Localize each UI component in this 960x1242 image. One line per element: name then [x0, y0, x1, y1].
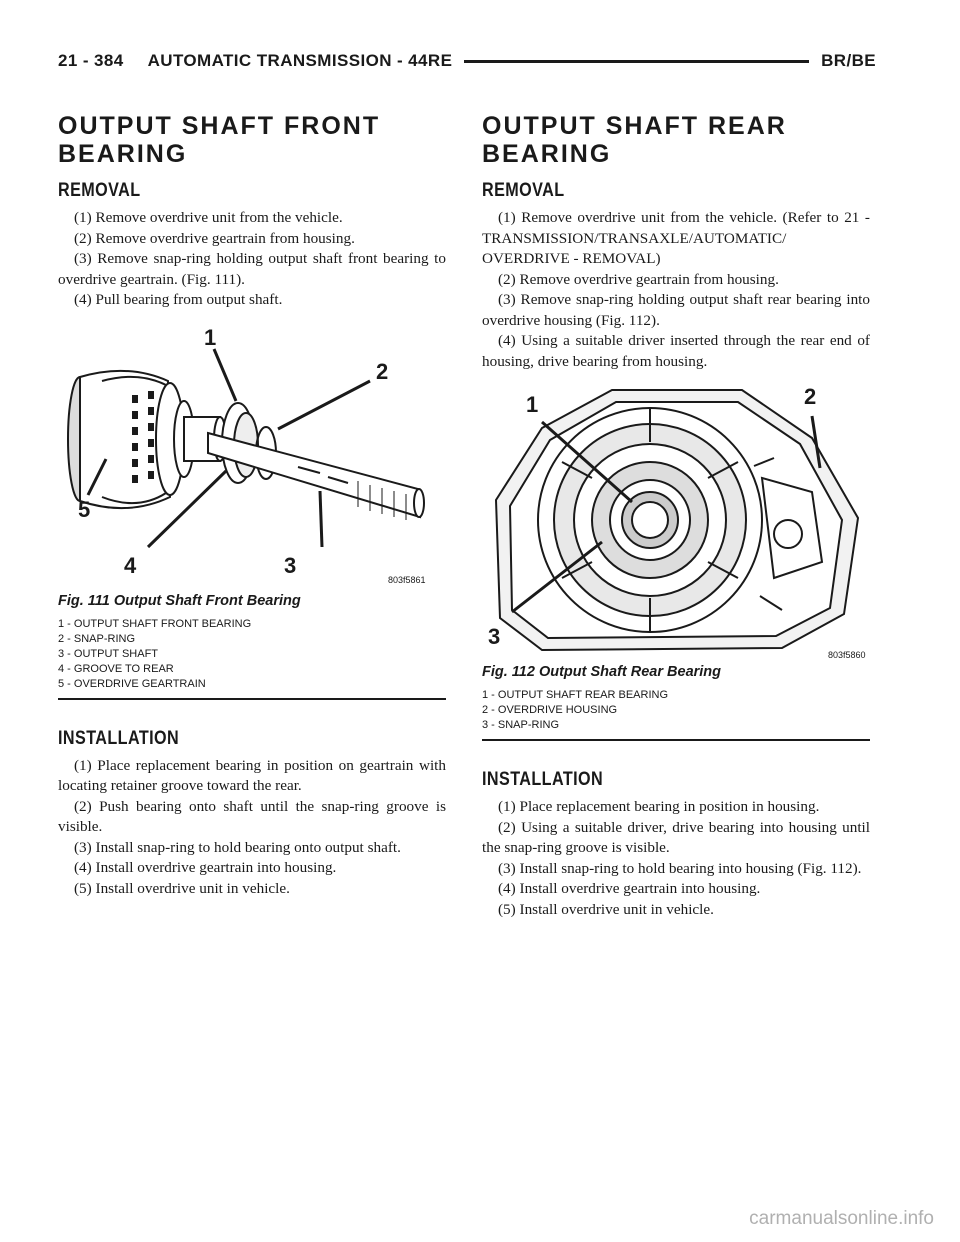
callout-1: 1: [204, 324, 217, 350]
removal-step: (3) Remove snap-ring holding output shaft front bearing to overdrive geartrain. (Fig. 111).: [58, 250, 446, 288]
legend-item: 2 - OVERDRIVE HOUSING: [482, 704, 618, 716]
callout-5: 5: [78, 496, 91, 522]
figure-caption: Fig. 112 Output Shaft Rear Bearing: [482, 664, 722, 680]
installation-step: (5) Install overdrive unit in vehicle.: [74, 879, 290, 897]
figure-code: 803f5861: [388, 574, 426, 585]
legend-item: 5 - OVERDRIVE GEARTRAIN: [58, 677, 206, 690]
figure-caption: Fig. 111 Output Shaft Front Bearing: [58, 592, 301, 609]
installation-step: (5) Install overdrive unit in vehicle.: [498, 900, 714, 918]
removal-step: (2) Remove overdrive geartrain from housing.: [74, 229, 355, 247]
installation-step: (4) Install overdrive geartrain into housing.: [498, 880, 761, 897]
legend-item: 3 - OUTPUT SHAFT: [58, 647, 159, 660]
callout-3: 3: [284, 552, 297, 578]
installation-step: (1) Place replacement bearing in position in housing.: [498, 798, 820, 815]
figure-code: 803f5860: [828, 650, 866, 660]
callout-2: 2: [376, 358, 389, 384]
section-title-front-bearing: OUTPUT SHAFT FRONT BEARING: [58, 112, 381, 168]
installation-step: (3) Install snap-ring to hold bearing into housing (Fig. 112).: [498, 859, 862, 877]
removal-step: (4) Using a suitable driver inserted through the rear end of housing, drive bearing from housing.: [482, 332, 870, 370]
installation-heading: INSTALLATION: [482, 769, 604, 790]
figure-112: [482, 382, 870, 741]
removal-step: (3) Remove snap-ring holding output shaft rear bearing into overdrive housing (Fig. 112).: [482, 291, 870, 329]
removal-heading: REMOVAL: [482, 180, 565, 201]
page-header: [58, 48, 876, 74]
rear-bearing-illustration: [482, 382, 870, 660]
legend-item: 1 - OUTPUT SHAFT FRONT BEARING: [58, 617, 252, 630]
installation-step: (1) Place replacement bearing in position on geartrain with locating retainer groove toward the rear.: [58, 756, 446, 794]
legend-item: 4 - GROOVE TO REAR: [58, 662, 174, 675]
removal-step: (2) Remove overdrive geartrain from housing.: [498, 270, 779, 288]
removal-step: (1) Remove overdrive unit from the vehicle. (Refer to 21 - TRANSMISSION/TRANSAXLE/AUTOMATIC/ OVERDRIVE - REMOVAL): [482, 209, 870, 267]
removal-heading: REMOVAL: [58, 180, 141, 201]
figure-legend: [58, 617, 446, 692]
installation-step: (3) Install snap-ring to hold bearing onto output shaft.: [74, 838, 401, 856]
legend-item: 1 - OUTPUT SHAFT REAR BEARING: [482, 689, 669, 701]
installation-heading: INSTALLATION: [58, 727, 180, 749]
removal-step: (4) Pull bearing from output shaft.: [74, 291, 283, 308]
chapter-title: AUTOMATIC TRANSMISSION - 44RE: [147, 51, 453, 70]
callout-4: 4: [124, 552, 137, 578]
front-bearing-illustration: [58, 321, 446, 589]
installation-step: (2) Push bearing onto shaft until the snap-ring groove is visible.: [58, 797, 446, 835]
figure-111: [58, 321, 446, 700]
model-code: BR/BE: [821, 51, 876, 70]
installation-step: (2) Using a suitable driver, drive bearing into housing until the snap-ring groove is visible.: [482, 818, 870, 856]
callout-3: 3: [488, 624, 501, 649]
removal-step: (1) Remove overdrive unit from the vehicle.: [74, 209, 343, 226]
header-rule: [464, 60, 809, 63]
callout-2: 2: [804, 384, 817, 409]
left-column: [58, 112, 446, 899]
installation-step: (4) Install overdrive geartrain into housing.: [74, 859, 337, 876]
callout-1: 1: [526, 392, 539, 417]
page-number: 21 - 384: [58, 51, 124, 70]
right-column: [482, 112, 870, 920]
legend-item: 3 - SNAP-RING: [482, 719, 560, 731]
figure-legend: [482, 688, 870, 733]
watermark: carmanualsonline.info: [749, 1208, 934, 1229]
section-title-rear-bearing: OUTPUT SHAFT REAR BEARING: [482, 112, 787, 168]
legend-item: 2 - SNAP-RING: [58, 632, 136, 645]
